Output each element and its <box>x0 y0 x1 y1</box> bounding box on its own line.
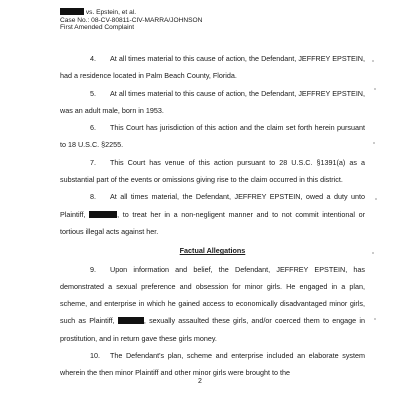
paragraph-9: 9. Upon information and belief, the Defendant, JEFFREY EPSTEIN, has demonstrated a sexual preference and obsession for minor girls. He engaged in a plan, scheme, and enterprise in which he gained access to economically disadvantaged minor girls, such as Plaintiff, , sexually assaulted these girls, and/or coerced them to engage in prostitution, and in return gave these girls money. <box>60 264 365 343</box>
paragraph-7: 7. This Court has venue of this action pursuant to 28 U.S.C. §1391(a) as a substantial part of the events or omissions giving rise to the claim occurred in this district. <box>60 157 365 185</box>
paragraph-6: 6. This Court has jurisdiction of this action and the claim set forth herein pursuant to 18 U.S.C. §2255. <box>60 123 365 150</box>
paragraph-8: 8. At all times material, the Defendant, JEFFREY EPSTEIN, owed a duty unto Plaintiff, , to treat her in a non-negligent manner and to not commit intentional or tortious illegal acts against her. <box>60 192 366 236</box>
paragraph-10: 10. The Defendant's plan, scheme and enterprise included an elaborate system wherein the then minor Plaintiff and other minor girls were brought to the <box>60 351 365 378</box>
redaction-bar <box>89 211 117 218</box>
paragraph-4: 4. At all times material to this cause of action, the Defendant, JEFFREY EPSTEIN, had a residence located in Palm Beach County, Florida. <box>60 54 365 81</box>
caption-line-1 <box>60 8 202 17</box>
scan-speck <box>372 252 374 254</box>
caption-case-number: Case No.: 08-CV-80811-CIV-MARRA/JOHNSON <box>60 16 203 24</box>
scan-speck <box>375 198 377 200</box>
redaction-bar <box>118 317 144 324</box>
case-caption <box>60 8 202 32</box>
paragraph-5: 5. At all times material to this cause of action, the Defendant, JEFFREY EPSTEIN, was an adult male, born in 1953. <box>60 88 365 115</box>
document-body <box>60 50 365 382</box>
scan-speck <box>372 60 374 62</box>
caption-document-title: First Amended Complaint <box>60 24 135 32</box>
redaction-bar <box>60 8 84 15</box>
section-heading: Factual Allegations <box>179 246 246 256</box>
scan-speck <box>374 88 376 90</box>
caption-parties: vs. Epstein, et al. <box>85 9 137 16</box>
scan-speck <box>374 318 376 320</box>
scan-speck <box>373 142 375 144</box>
page-number: 2 <box>198 378 202 385</box>
